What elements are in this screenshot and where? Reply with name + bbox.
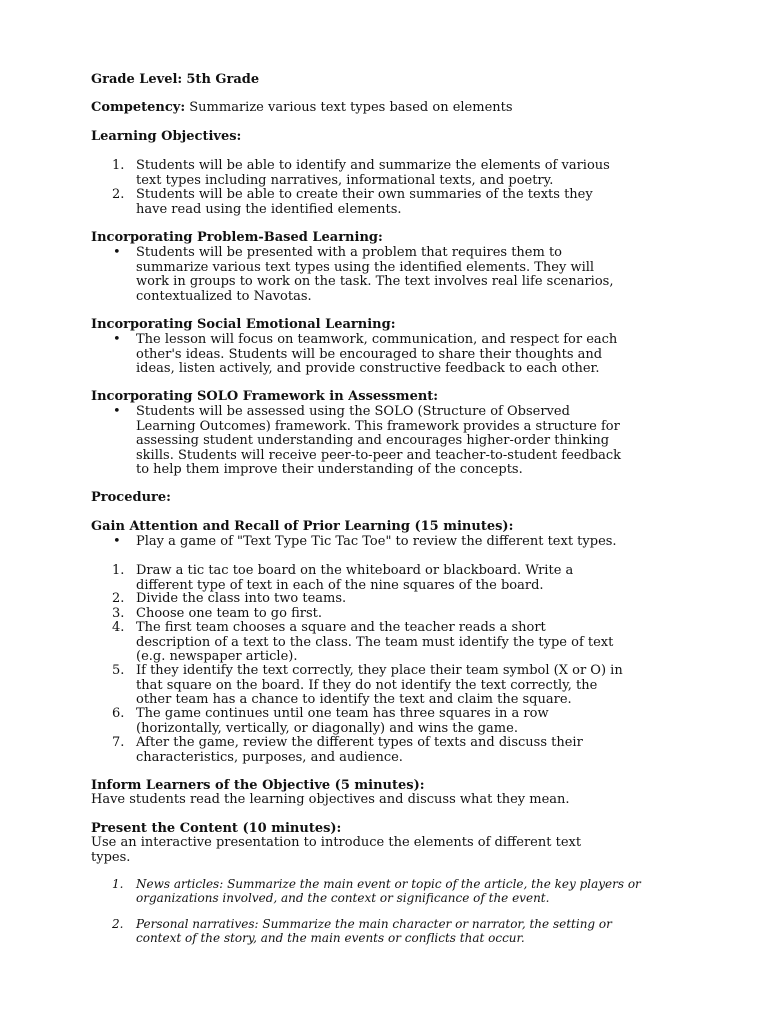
list-item: Personal narratives: Summarize the main character or narrator, the setting or context of the story, and the main events or conflicts that occur. xyxy=(136,917,612,945)
pbl-heading: Incorporating Problem-Based Learning: xyxy=(91,230,383,245)
list-item: Divide the class into two teams. xyxy=(136,591,347,606)
list-number: 1. xyxy=(112,158,125,173)
list-item: Students will be able to create their own summaries of the texts they have read using the identified elements. xyxy=(136,187,593,217)
list-item: Choose one team to go first. xyxy=(136,606,322,621)
list-number: 7. xyxy=(112,735,125,750)
list-item: If they identify the text correctly, they place their team symbol (X or O) in that square on the board. If they do not identify the text correctly, the other team has a chance to identify the text and claim the square. xyxy=(136,663,623,707)
list-number: 1. xyxy=(112,563,125,578)
list-number: 6. xyxy=(112,706,125,721)
objectives-heading: Learning Objectives: xyxy=(91,129,242,144)
competency: Competency: Summarize various text types based on elements xyxy=(91,100,513,115)
solo-heading: Incorporating SOLO Framework in Assessment: xyxy=(91,389,439,404)
grade-level: Grade Level: 5th Grade xyxy=(91,72,260,87)
list-item: The lesson will focus on teamwork, communication, and respect for each other's ideas. Students will be encouraged to share their thoughts and ideas, listen actively, and provide constructive feedback to each other. xyxy=(136,332,618,376)
list-item: After the game, review the different types of texts and discuss their characteristics, purposes, and audience. xyxy=(136,735,583,765)
sel-heading: Incorporating Social Emotional Learning: xyxy=(91,317,396,332)
list-number: 2. xyxy=(112,917,124,931)
gain-heading: Gain Attention and Recall of Prior Learning (15 minutes): xyxy=(91,519,514,534)
list-item: The game continues until one team has three squares in a row (horizontally, vertically, or diagonally) and wins the game. xyxy=(136,706,549,736)
list-item: Students will be assessed using the SOLO (Structure of Observed Learning Outcomes) framework. This framework provides a structure for assessing student understanding and encourages higher-order thinking skills. Students will receive peer-to-peer and teacher-to-student feedback to help them improve their understanding of the concepts. xyxy=(136,404,622,477)
inform-text: Have students read the learning objectives and discuss what they mean. xyxy=(91,792,570,807)
list-number: 5. xyxy=(112,663,125,678)
list-number: 2. xyxy=(112,591,125,606)
bullet-icon: • xyxy=(113,534,121,549)
list-item: The first team chooses a square and the teacher reads a short description of a text to the class. The team must identify the type of text (e.g. newspaper article). xyxy=(136,620,614,664)
list-number: 1. xyxy=(112,877,124,891)
present-heading: Present the Content (10 minutes): xyxy=(91,821,342,836)
list-number: 3. xyxy=(112,606,125,621)
present-text: Use an interactive presentation to introduce the elements of different text types. xyxy=(91,835,582,865)
list-item: News articles: Summarize the main event or topic of the article, the key players or organizations involved, and the context or significance of the event. xyxy=(136,877,641,905)
list-number: 4. xyxy=(112,620,125,635)
list-number: 2. xyxy=(112,187,125,202)
list-item: Draw a tic tac toe board on the whiteboard or blackboard. Write a different type of text in each of the nine squares of the board. xyxy=(136,563,574,593)
list-item: Students will be presented with a problem that requires them to summarize various text types using the identified elements. They will work in groups to work on the task. The text involves real life scenarios, contextualized to Navotas. xyxy=(136,245,614,304)
bullet-icon: • xyxy=(113,245,121,260)
bullet-icon: • xyxy=(113,332,121,347)
procedure-heading: Procedure: xyxy=(91,490,171,505)
inform-heading: Inform Learners of the Objective (5 minutes): xyxy=(91,778,425,793)
bullet-icon: • xyxy=(113,404,121,419)
list-item: Students will be able to identify and summarize the elements of various text types including narratives, informational texts, and poetry. xyxy=(136,158,610,188)
list-item: Play a game of "Text Type Tic Tac Toe" to review the different text types. xyxy=(136,534,617,549)
